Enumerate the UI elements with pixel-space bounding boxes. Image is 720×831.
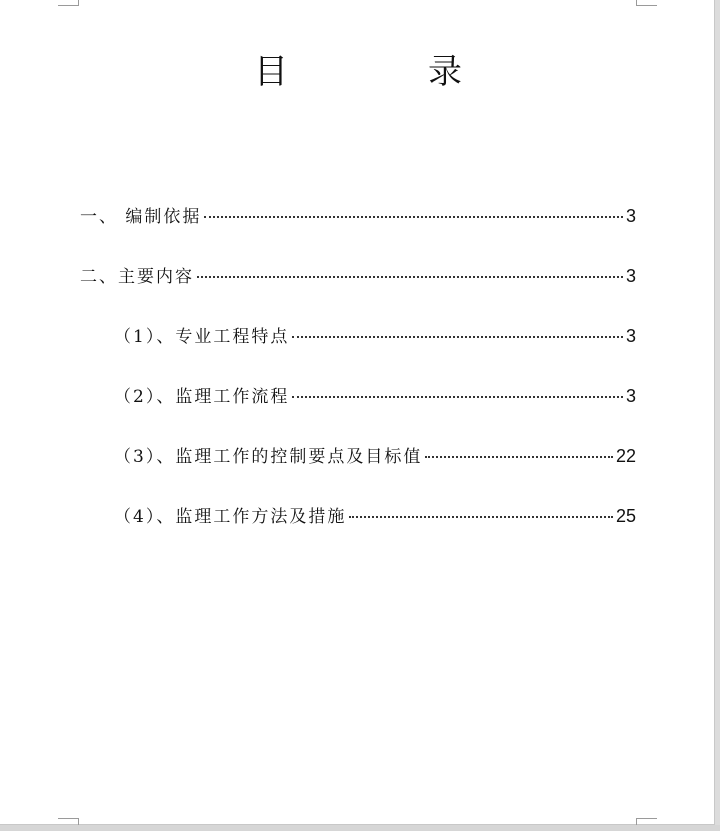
toc-entry-6[interactable] [114,502,636,528]
toc-leader-dots [349,516,613,518]
toc-leader-dots [292,336,623,338]
toc-entry-2[interactable] [80,262,636,288]
toc-leader-dots [204,216,623,218]
toc-leader-dots [425,456,613,458]
margin-marker-bottom-left [58,818,79,825]
window-scrollbar-track[interactable] [715,0,720,831]
toc-entry-text: （2）、监理工作流程 [114,387,290,407]
margin-marker-bottom-right [636,818,657,825]
toc-page-number: 3 [625,266,636,286]
toc-page-number: 3 [625,206,636,226]
toc-entry-text: （4）、监理工作方法及措施 [114,507,347,527]
toc-page-number: 22 [615,446,636,466]
toc-entry-1[interactable] [80,202,636,228]
margin-marker-top-right [636,0,657,6]
toc-leader-dots [197,276,623,278]
toc-entry-text: 一、 编制依据 [80,207,202,227]
toc-entry-text: （3）、监理工作的控制要点及目标值 [114,447,423,467]
title-char-1: 目 [254,52,288,92]
toc-entry-text: （1）、专业工程特点 [114,327,290,347]
toc-entry-3[interactable] [114,322,636,348]
toc-page-number: 25 [615,506,636,526]
window-bottom-edge [0,825,720,831]
toc-page-number: 3 [625,386,636,406]
margin-marker-top-left [58,0,79,6]
toc-page-number: 3 [625,326,636,346]
toc-entry-4[interactable] [114,382,636,408]
title-char-2: 录 [428,52,462,92]
page-title [0,48,714,96]
toc-entry-text: 二、主要内容 [80,267,194,287]
toc-entry-5[interactable] [114,442,636,468]
toc-leader-dots [292,396,623,398]
